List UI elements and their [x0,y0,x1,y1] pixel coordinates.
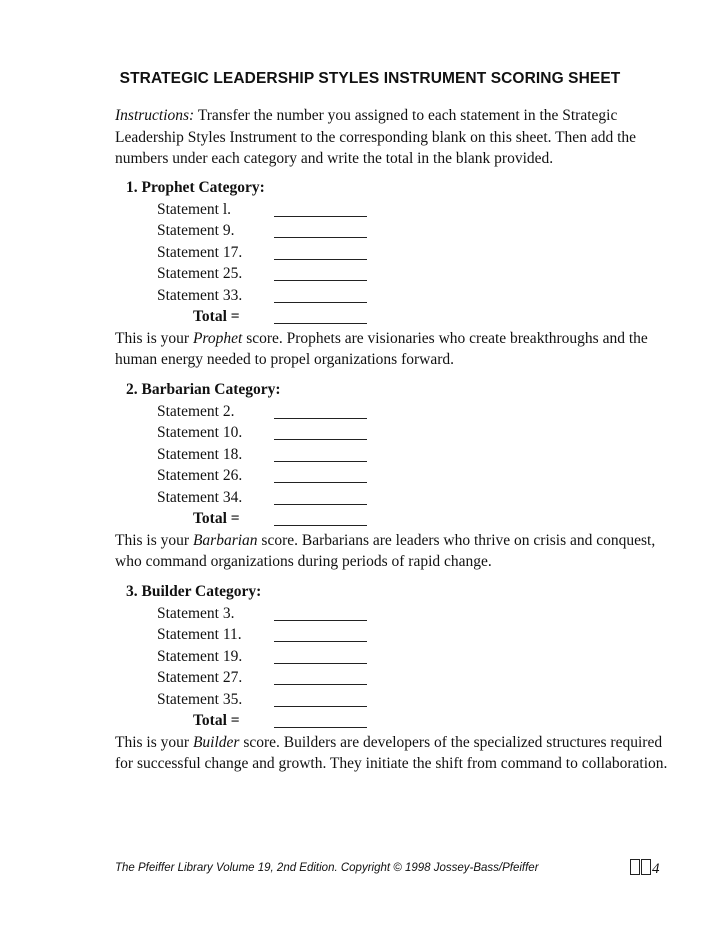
category-heading: 2. Barbarian Category: [126,381,281,398]
total-row [115,306,675,328]
statement-row [115,444,675,466]
statement-row [115,487,675,509]
total-blank[interactable] [274,710,367,728]
score-blank[interactable] [274,199,367,217]
category-description [115,328,675,371]
score-blank[interactable] [274,422,367,440]
score-blank[interactable] [274,603,367,621]
statement-row [115,199,675,221]
description-text: This is your [115,329,193,347]
statement-label: Statement 27. [157,669,243,686]
page-box-icon [630,859,640,875]
category-barbarian [115,379,675,573]
statement-label: Statement 18. [157,445,243,463]
statement-row [115,646,675,668]
statement-row [115,603,675,625]
statement-label: Statement 25. [157,265,243,282]
description-text: score. Prophets are visionaries who create breakthroughs and the human energy needed to propel organizations forward. [115,329,648,368]
statement-label: Statement 19. [157,647,243,665]
footer-copyright: The Pfeiffer Library Volume 19, 2nd Edition. Copyright © 1998 Jossey-Bass/Pfeiffer [115,862,539,874]
statement-label: Statement 2. [157,402,235,420]
statement-label: Statement 35. [157,690,243,708]
score-blank[interactable] [274,220,367,238]
statement-label: Statement 34. [157,488,243,506]
score-blank[interactable] [274,624,367,642]
description-text: score. Builders are developers of the specialized structures required for successful change and growth. They initiate the shift from command to collaboration. [115,733,668,772]
score-blank[interactable] [274,646,367,664]
score-blank[interactable] [274,401,367,419]
statement-row [115,285,675,307]
total-blank[interactable] [274,306,367,324]
total-label: Total = [193,510,240,527]
total-row [115,710,675,732]
statement-row [115,401,675,423]
statement-row [115,667,675,689]
category-description [115,530,675,573]
score-blank[interactable] [274,263,367,281]
total-label: Total = [193,712,240,729]
statement-row [115,624,675,646]
category-name: Builder [192,733,240,751]
statement-label: Statement 33. [157,286,243,304]
statement-row [115,220,675,242]
score-blank[interactable] [274,444,367,462]
statement-label: Statement 3. [157,604,235,622]
total-row [115,508,675,530]
score-blank[interactable] [274,465,367,483]
statement-label: Statement 11. [157,626,242,643]
statement-row [115,689,675,711]
description-text: This is your [115,531,193,549]
instructions-paragraph [115,105,675,170]
category-name: Prophet [192,329,243,347]
category-description [115,732,675,775]
category-builder [115,581,675,775]
category-heading: 3. Builder Category: [126,583,262,600]
statement-row [115,263,675,285]
category-prophet [115,177,675,371]
statement-label: Statement l. [157,200,232,218]
score-blank[interactable] [274,487,367,505]
statement-label: Statement 26. [157,467,243,484]
statement-row [115,422,675,444]
description-text: score. Barbarians are leaders who thrive on crisis and conquest, who command organizations during periods of rapid change. [115,531,656,570]
page-number [630,859,660,878]
score-blank[interactable] [274,285,367,303]
instructions-label: Instructions: [115,107,195,124]
page-title: STRATEGIC LEADERSHIP STYLES INSTRUMENT SCORING SHEET [119,70,621,87]
score-blank[interactable] [274,242,367,260]
statement-row [115,242,675,264]
statement-row [115,465,675,487]
statement-label: Statement 9. [157,222,235,239]
page-number-value: 4 [652,861,660,877]
page-box-icon [641,859,651,875]
category-name: Barbarian [192,531,258,549]
instructions-text: Transfer the number you assigned to each statement in the Strategic Leadership Styles Instrument to the corresponding blank on this sheet. Then add the numbers under each category and write the total in the blank provided. [115,107,637,167]
statement-label: Statement 17. [157,243,243,261]
total-blank[interactable] [274,508,367,526]
category-heading: 1. Prophet Category: [126,179,265,196]
score-blank[interactable] [274,667,367,685]
total-label: Total = [193,308,240,325]
description-text: This is your [115,733,193,751]
statement-label: Statement 10. [157,424,243,441]
score-blank[interactable] [274,689,367,707]
